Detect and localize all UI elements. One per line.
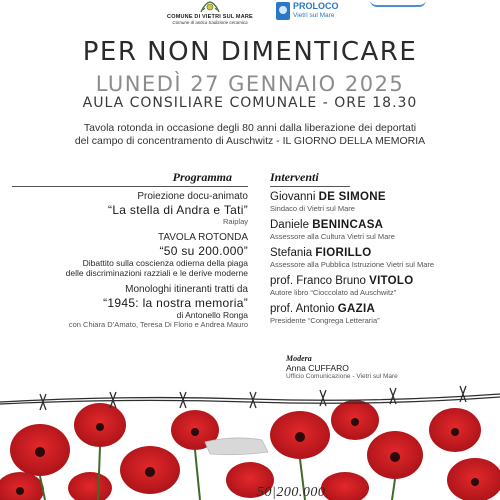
moderator-block [286, 354, 398, 381]
programma-item-2-intro: TAVOLA ROTONDA [157, 232, 248, 243]
poppy-icon [367, 431, 423, 479]
speaker-last-name: GAZIA [337, 303, 376, 315]
speaker-last-name: FIORILLO [315, 247, 372, 259]
poppy-icon [10, 424, 70, 476]
speaker-first-name: prof. Antonio [270, 303, 335, 315]
speaker-role: Sindaco di Vietri sul Mare [270, 204, 355, 213]
poppy-icon [74, 403, 126, 447]
speaker-first-name: Daniele [270, 219, 309, 231]
event-venue: AULA CONSILIARE COMUNALE - ORE 18.30 [82, 95, 418, 111]
barbed-wire-icon [0, 386, 500, 410]
programma-item-3-cast: con Chiara D’Amato, Teresa Di Florio e Andrea Mauro [68, 320, 248, 329]
programma-item-3-title: “1945: la nostra memoria” [103, 296, 248, 310]
moderator-heading: Modera [286, 354, 312, 363]
programma-item-3-author: di Antonello Ronga [176, 310, 248, 320]
programma-item-1-intro: Proiezione docu-animato [137, 191, 248, 202]
poppy-icon [331, 400, 379, 440]
intro-line-1: Tavola rotonda in occasione degli 80 anni dalla liberazione dei deportati [83, 122, 417, 134]
page-title: PER NON DIMENTICARE [82, 37, 418, 67]
proloco-mark-icon [276, 2, 290, 20]
speaker-role: Autore libro “Cioccolato ad Auschwitz” [270, 288, 397, 297]
speaker-role: Presidente “Congrega Letteraria” [270, 316, 380, 325]
programma-item-1-title: “La stella di Andra e Tati” [108, 203, 248, 217]
programma-item-1-credit: Raiplay [222, 217, 248, 226]
programma-item-2-title: “50 su 200.000” [159, 244, 248, 258]
speaker-item [270, 219, 495, 241]
moderator-role: Ufficio Comunicazione - Vietri sul Mare [286, 373, 398, 380]
speaker-item [270, 191, 495, 213]
programma-column [12, 170, 248, 329]
comune-logo [160, 0, 260, 25]
speaker-last-name: DE SIMONE [318, 191, 386, 203]
partner-logo-icon [370, 0, 426, 7]
proloco-logo [276, 2, 339, 20]
poppy-icon [68, 472, 112, 500]
speaker-role: Assessore alla Cultura Vietri sul Mare [270, 232, 395, 241]
comune-tagline: Comune di antica tradizione ceramica [172, 20, 248, 25]
programma-heading: Programma [172, 170, 232, 184]
speaker-last-name: VITOLO [369, 275, 414, 287]
speaker-item [270, 303, 495, 325]
speaker-first-name: prof. Franco Bruno [270, 275, 366, 287]
poppy-icon [321, 472, 369, 500]
poppies-barbed-wire-artwork [0, 380, 500, 500]
programma-item-2-desc-2: delle discriminazioni razziali e le derive moderne [65, 268, 248, 278]
interventi-column [270, 170, 495, 331]
poppy-icon [120, 446, 180, 494]
interventi-heading: Interventi [270, 170, 319, 184]
comune-name: COMUNE DI VIETRI SUL MARE [167, 14, 253, 20]
programma-item-2-desc-1: Dibattito sulla coscienza odierna della piaga [82, 258, 248, 268]
programma-item-3-intro: Monologhi itineranti tratti da [125, 284, 248, 295]
poppy-icon [270, 411, 330, 459]
poppy-icon [429, 408, 481, 452]
speaker-item [270, 275, 495, 297]
poppy-icon [447, 458, 500, 500]
speaker-item [270, 247, 495, 269]
speaker-first-name: Stefania [270, 247, 313, 259]
speaker-last-name: BENINCASA [312, 219, 384, 231]
crest-icon [199, 0, 221, 14]
intro-line-2: del campo di concentramento di Auschwitz - IL GIORNO DELLA MEMORIA [74, 135, 426, 147]
speaker-role: Assessore alla Pubblica Istruzione Vietri sul Mare [270, 260, 435, 269]
proloco-subtitle: Vietri sul Mare [293, 12, 335, 19]
speaker-first-name: Giovanni [270, 191, 316, 203]
logo-bar [0, 0, 500, 30]
proloco-title: PROLOCO [293, 1, 339, 11]
intro-text [40, 122, 460, 148]
hand-shape [205, 438, 268, 455]
poppy-icon [0, 472, 44, 500]
moderator-name: Anna CUFFARO [286, 363, 349, 373]
event-date: LUNEDÌ 27 GENNAIO 2025 [95, 72, 405, 96]
artwork-number: 50|200.000 [257, 485, 326, 500]
